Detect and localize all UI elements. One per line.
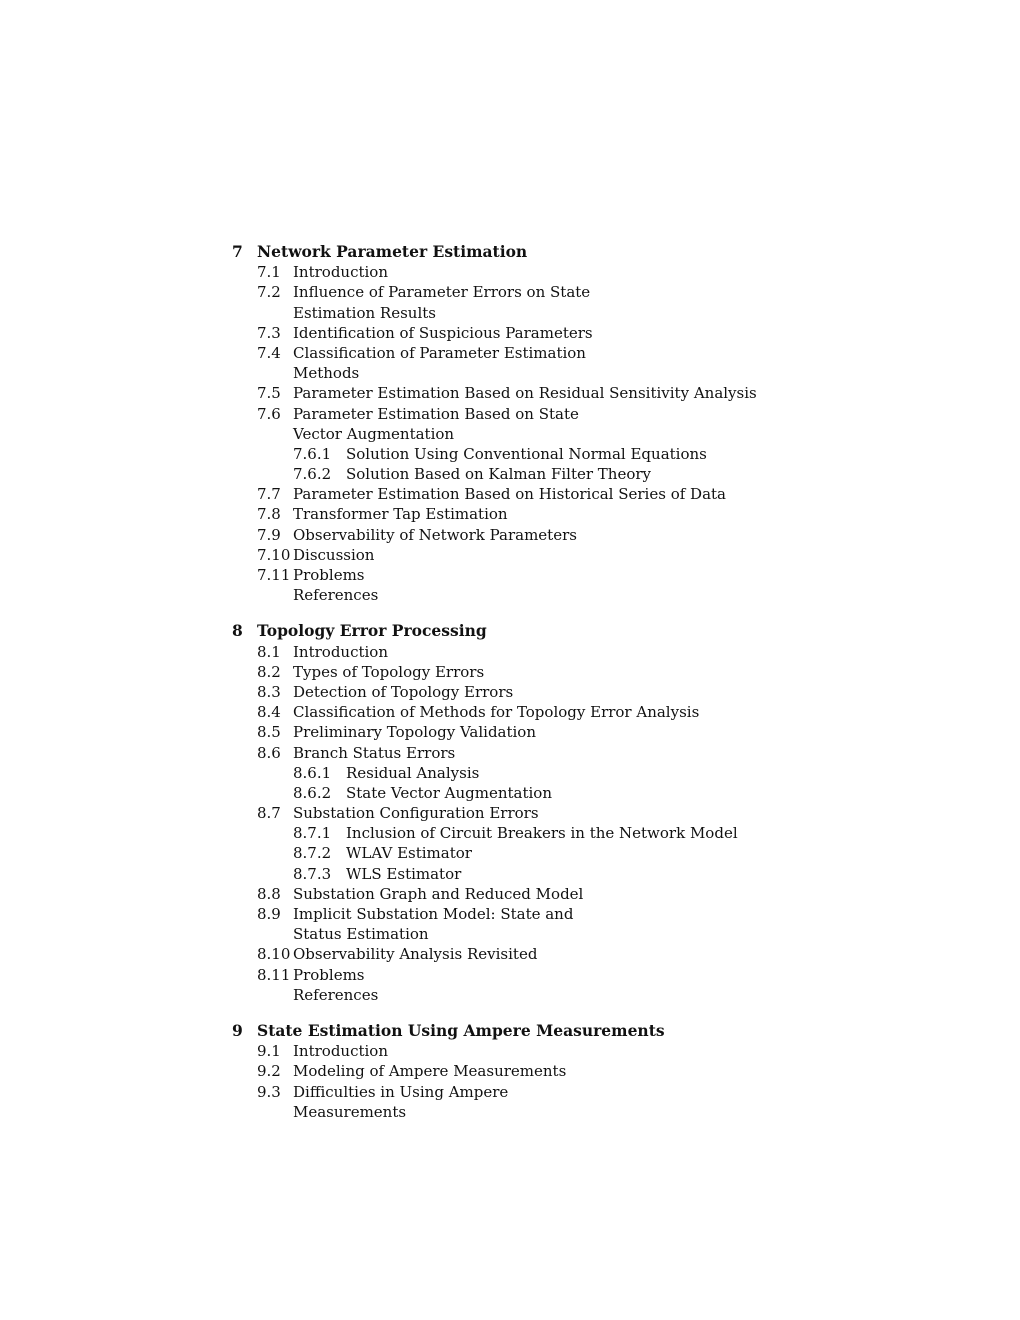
section-title: Classification of Methods for Topology Error Analysis [293,703,700,722]
table-of-contents [232,242,792,1138]
toc-section [232,682,792,702]
section-number: 9.3 [257,1082,281,1101]
section-number: 9.1 [257,1042,281,1061]
subsection-title: WLAV Estimator [346,844,472,863]
section-number: 7.6 [257,404,281,423]
toc-subsection [232,843,792,863]
section-number: 7.10 [257,545,291,564]
section-title: Introduction [293,1042,388,1061]
toc-entry-continuation [232,424,792,444]
section-title: Classification of Parameter Estimation [293,343,586,362]
section-number: 7.7 [257,485,281,504]
chapter-title: Topology Error Processing [257,621,487,641]
entry-title: Methods [293,364,360,383]
toc-section [232,565,792,585]
subsection-title: Solution Based on Kalman Filter Theory [346,465,652,484]
toc-section [232,884,792,904]
toc-entry-continuation [232,1102,792,1122]
toc-subsection [232,783,792,803]
toc-subsection [232,444,792,464]
toc-section [232,1061,792,1081]
toc-section [232,722,792,742]
section-number: 7.8 [257,505,281,524]
section-number: 8.8 [257,884,281,903]
section-title: Parameter Estimation Based on Historical Series of Data [293,485,726,504]
entry-title: Measurements [293,1102,407,1121]
toc-section [232,1082,792,1102]
section-number: 8.2 [257,662,281,681]
toc-section [232,504,792,524]
section-title: Detection of Topology Errors [293,682,514,701]
section-number: 8.9 [257,905,281,923]
entry-title: References [293,586,379,605]
section-number: 7.1 [257,263,281,282]
section-number: 8.5 [257,723,281,742]
toc-subsection [232,864,792,884]
chapter-8 [232,621,792,1005]
section-title: Types of Topology Errors [293,662,485,681]
toc-section [232,484,792,504]
toc-section [232,545,792,565]
chapter-heading [232,621,792,641]
toc-section [232,965,792,985]
section-number: 7.9 [257,525,281,544]
toc-section [232,743,792,763]
section-number: 8.3 [257,682,281,701]
toc-section [232,323,792,343]
section-title: Substation Graph and Reduced Model [293,884,584,903]
chapter-9 [232,1021,792,1122]
toc-entry-continuation [232,363,792,383]
toc-section [232,404,792,424]
entry-title: Status Estimation [293,925,429,944]
toc-entry-continuation [232,585,792,605]
section-title: Introduction [293,263,388,282]
chapter-number: 8 [232,621,243,641]
toc-section [232,904,792,924]
toc-section [232,702,792,722]
section-number: 8.4 [257,703,281,722]
toc-section [232,1041,792,1061]
section-number: 7.11 [257,566,291,584]
section-title: Problems [293,965,365,984]
toc-section [232,383,792,403]
toc-subsection [232,763,792,783]
toc-section [232,262,792,282]
entry-title: Estimation Results [293,303,436,322]
section-number: 8.10 [257,945,291,964]
toc-entry-continuation [232,985,792,1005]
subsection-number: 8.7.3 [293,864,332,883]
toc-section [232,525,792,545]
section-title: Branch Status Errors [293,743,456,762]
section-number: 7.5 [257,384,281,403]
subsection-title: Residual Analysis [346,763,480,782]
subsection-title: Inclusion of Circuit Breakers in the Network Model [346,824,738,843]
subsection-number: 8.7.1 [293,824,332,843]
section-title: Modeling of Ampere Measurements [293,1062,567,1081]
section-number: 8.6 [257,743,281,762]
section-title: Parameter Estimation Based on State [293,404,579,423]
chapter-title: State Estimation Using Ampere Measurements [257,1020,665,1040]
section-number: 8.1 [257,642,281,661]
section-title: Introduction [293,642,388,661]
toc-entry-continuation [232,303,792,323]
entry-title: References [293,985,379,1004]
toc-section [232,803,792,823]
section-title: Implicit Substation Model: State and [293,905,574,923]
toc-entry-continuation [232,924,792,944]
subsection-number: 7.6.2 [293,465,332,484]
entry-title: Vector Augmentation [293,424,455,443]
section-number: 8.7 [257,804,281,823]
toc-section [232,662,792,682]
subsection-title: WLS Estimator [346,864,462,883]
section-number: 8.11 [257,965,291,984]
toc-section [232,642,792,662]
section-title: Transformer Tap Estimation [293,505,508,524]
toc-section [232,944,792,964]
section-number: 9.2 [257,1062,281,1081]
subsection-title: Solution Using Conventional Normal Equations [346,444,707,463]
section-number: 7.2 [257,283,281,302]
section-title: Identification of Suspicious Parameters [293,323,593,342]
section-title: Problems [293,566,365,584]
chapter-number: 9 [232,1020,243,1040]
section-title: Preliminary Topology Validation [293,723,537,742]
section-title: Observability Analysis Revisited [293,945,538,964]
section-title: Observability of Network Parameters [293,525,577,544]
chapter-heading [232,1021,792,1041]
section-title: Parameter Estimation Based on Residual Sensitivity Analysis [293,384,757,403]
chapter-title: Network Parameter Estimation [257,242,528,261]
section-title: Substation Configuration Errors [293,804,539,823]
section-title: Discussion [293,545,375,564]
chapter-heading [232,242,792,262]
subsection-title: State Vector Augmentation [346,783,552,802]
subsection-number: 8.6.1 [293,763,332,782]
toc-section [232,343,792,363]
toc-subsection [232,464,792,484]
toc-section [232,282,792,302]
subsection-number: 8.6.2 [293,783,332,802]
chapter-number: 7 [232,242,243,261]
section-number: 7.4 [257,343,281,362]
section-title: Difficulties in Using Ampere [293,1082,509,1101]
section-title: Influence of Parameter Errors on State [293,283,591,302]
subsection-number: 7.6.1 [293,444,332,463]
chapter-7 [232,242,792,605]
toc-subsection [232,823,792,843]
section-number: 7.3 [257,323,281,342]
subsection-number: 8.7.2 [293,844,332,863]
